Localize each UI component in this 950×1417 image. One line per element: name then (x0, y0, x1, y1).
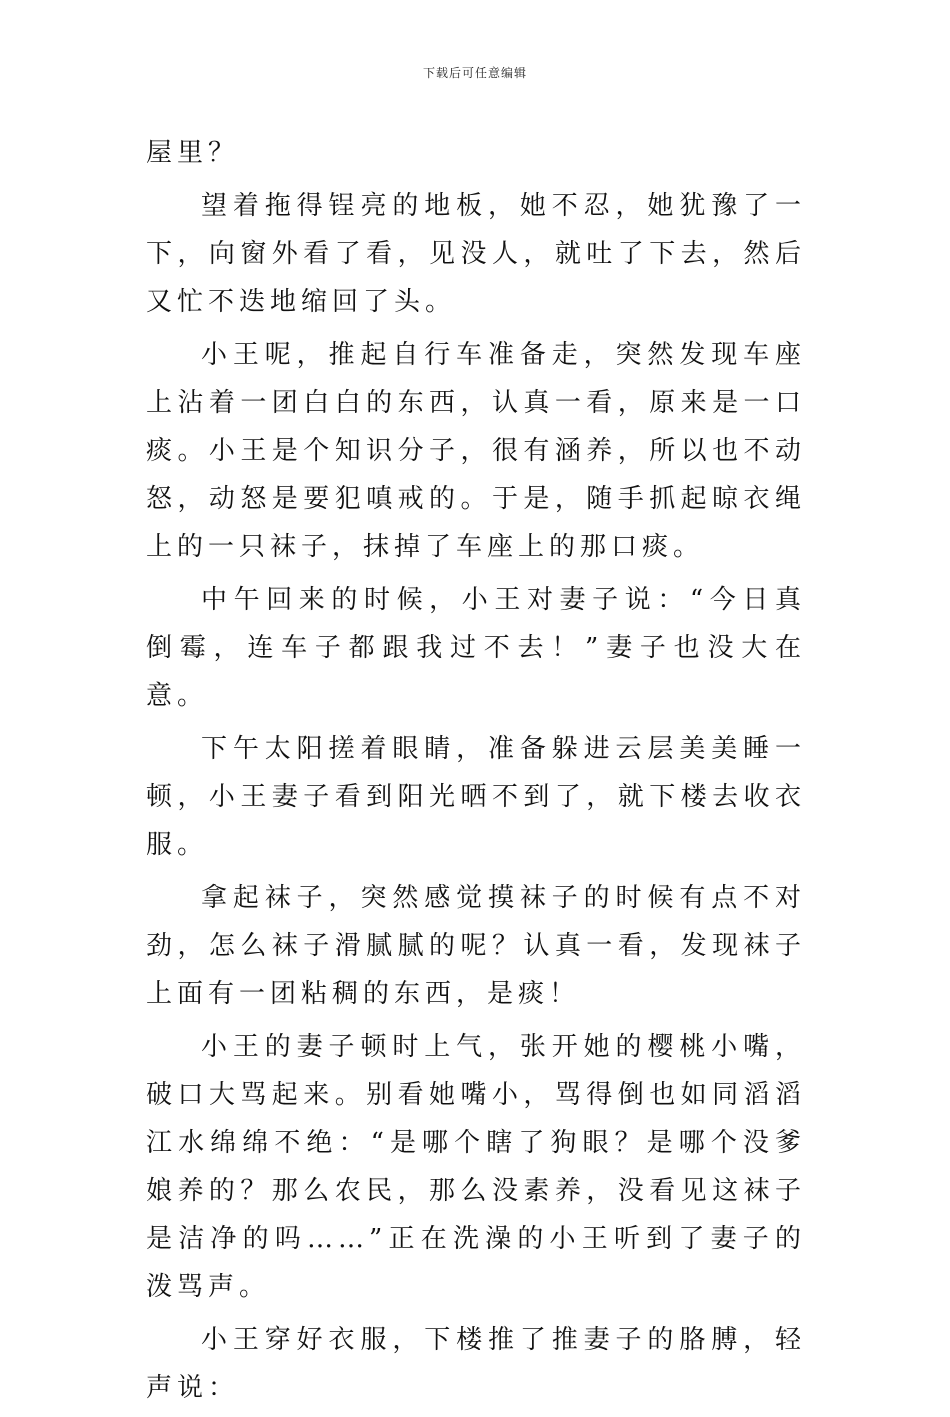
paragraph-2: 望着拖得锃亮的地板，她不忍，她犹豫了一下，向窗外看了看，见没人，就吐了下去，然后又忙不迭地缩回了头。 (146, 191, 806, 317)
paragraph-6: 拿起袜子，突然感觉摸袜子的时候有点不对劲，怎么袜子滑腻腻的呢？认真一看，发现袜子上面有一团粘稠的东西，是痰！ (146, 883, 806, 1009)
document-body (146, 129, 806, 1417)
paragraph-3: 小王呢，推起自行车准备走，突然发现车座上沾着一团白白的东西，认真一看，原来是一口痰。小王是个知识分子，很有涵养，所以也不动怒，动怒是要犯嗔戒的。于是，随手抓起晾衣绳上的一只袜子，抹掉了车座上的那口痰。 (146, 340, 806, 562)
paragraph-1: 屋里？ (146, 138, 240, 168)
page-header: 下载后可任意编辑 (422, 66, 527, 80)
paragraph-5: 下午太阳搓着眼睛，准备躲进云层美美睡一顿，小王妻子看到阳光晒不到了，就下楼去收衣服。 (146, 734, 806, 860)
paragraph-4: 中午回来的时候，小王对妻子说：“今日真倒霉，连车子都跟我过不去！”妻子也没大在意。 (146, 585, 806, 711)
paragraph-7: 小王的妻子顿时上气，张开她的樱桃小嘴，破口大骂起来。别看她嘴小，骂得倒也如同滔滔江水绵绵不绝：“是哪个瞎了狗眼？是哪个没爹娘养的？那么农民，那么没素养，没看见这袜子是洁净的吗……”正在洗澡的小王听到了妻子的泼骂声。 (146, 1032, 806, 1302)
paragraph-8: 小王穿好衣服，下楼推了推妻子的胳膊，轻声说： (146, 1325, 806, 1403)
